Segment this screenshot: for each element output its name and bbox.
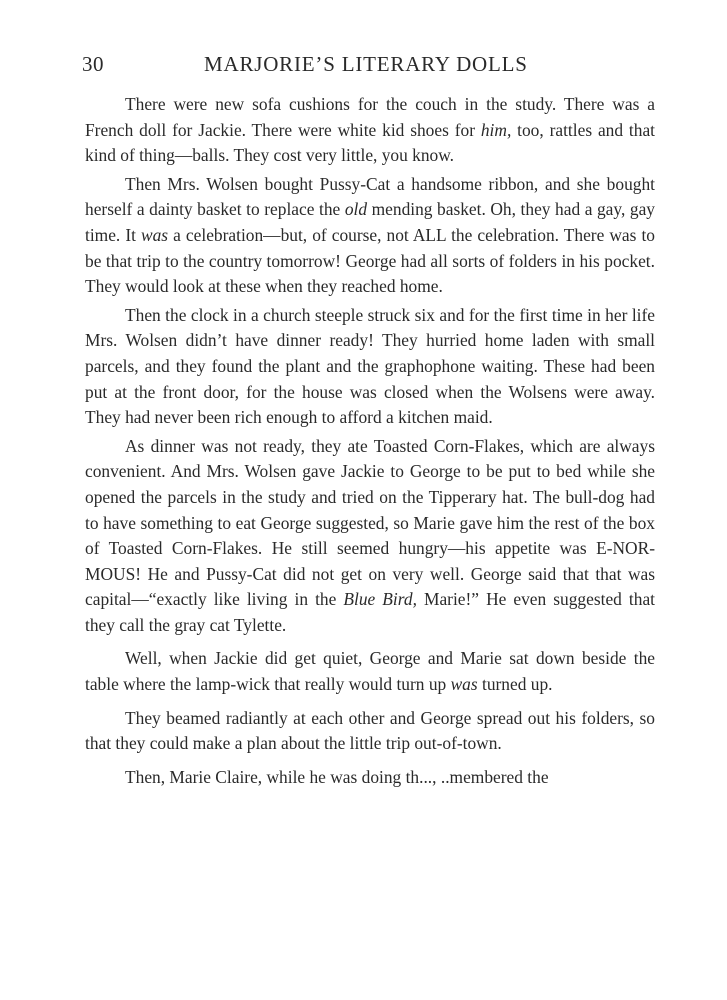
page-number: 30 xyxy=(82,52,104,76)
paragraph xyxy=(85,172,655,300)
paragraph xyxy=(85,646,655,697)
text-run: turned up. xyxy=(477,674,553,695)
text-run: mending basket. Oh, they had a gay, gay time. It xyxy=(85,199,655,245)
italic-text: Blue Bird, xyxy=(343,589,417,610)
text-run: Then Mrs. Wolsen bought Pussy-Cat a handsome ribbon, and she bought herself a dainty basket to replace the xyxy=(85,173,655,220)
text-run: Marie!” He even suggested that they call the gray cat Tylette. xyxy=(85,589,655,635)
paragraph xyxy=(85,765,655,791)
text-run: a celebration—but, of course, not ALL the celebration. There was to be that trip to the country tomorrow! George had all sorts of folders in his pocket. They would look at these when they reached home. xyxy=(85,224,655,297)
paragraph xyxy=(85,434,655,639)
italic-text: him, xyxy=(480,119,512,140)
text-run: Then the clock in a church steeple struck six and for the first time in her life Mrs. Wolsen didn’t have dinner ready! They hurried home laden with small parcels, and they found the plant and the graphophone waiting. These had been put at the front door, for the house was closed when the Wolsens were away. They had never been rich enough to afford a kitchen maid. xyxy=(85,304,655,428)
italic-text: was xyxy=(450,674,478,695)
paragraph xyxy=(85,92,655,169)
text-run: Then, Marie Claire, while he was doing th..., ..membered the xyxy=(125,766,549,787)
text-run: too, rattles and that kind of thing—balls. They cost very little, you know. xyxy=(85,119,655,166)
paragraph xyxy=(85,303,655,431)
paragraph xyxy=(85,706,655,757)
text-run: There were new sofa cushions for the couch in the study. There was a French doll for Jackie. There were white kid shoes for xyxy=(85,94,655,140)
italic-text: was xyxy=(141,224,169,245)
text-run: As dinner was not ready, they ate Toasted Corn-Flakes, which are always convenient. And Mrs. Wolsen gave Jackie to George to be put to bed while she opened the parcels in the study and tried on the Tipperary hat. The bull-dog had to have something to eat George suggested, so Marie gave him the rest of the box of Toasted Corn-Flakes. He still seemed hungry—his appetite was E-NOR-MOUS! He and Pussy-Cat did not get on very well. George said that that was capital—“exactly like living in the xyxy=(85,435,655,610)
body-text xyxy=(85,92,655,790)
text-run: Well, when Jackie did get quiet, George and Marie sat down beside the table where the lamp-wick that really would turn up xyxy=(85,648,655,695)
running-title: MARJORIE’S LITERARY DOLLS xyxy=(204,52,528,76)
italic-text: old xyxy=(344,199,368,220)
text-run: They beamed radiantly at each other and George spread out his folders, so that they could make a plan about the little trip out-of-town. xyxy=(85,707,655,754)
page-header xyxy=(82,52,657,86)
